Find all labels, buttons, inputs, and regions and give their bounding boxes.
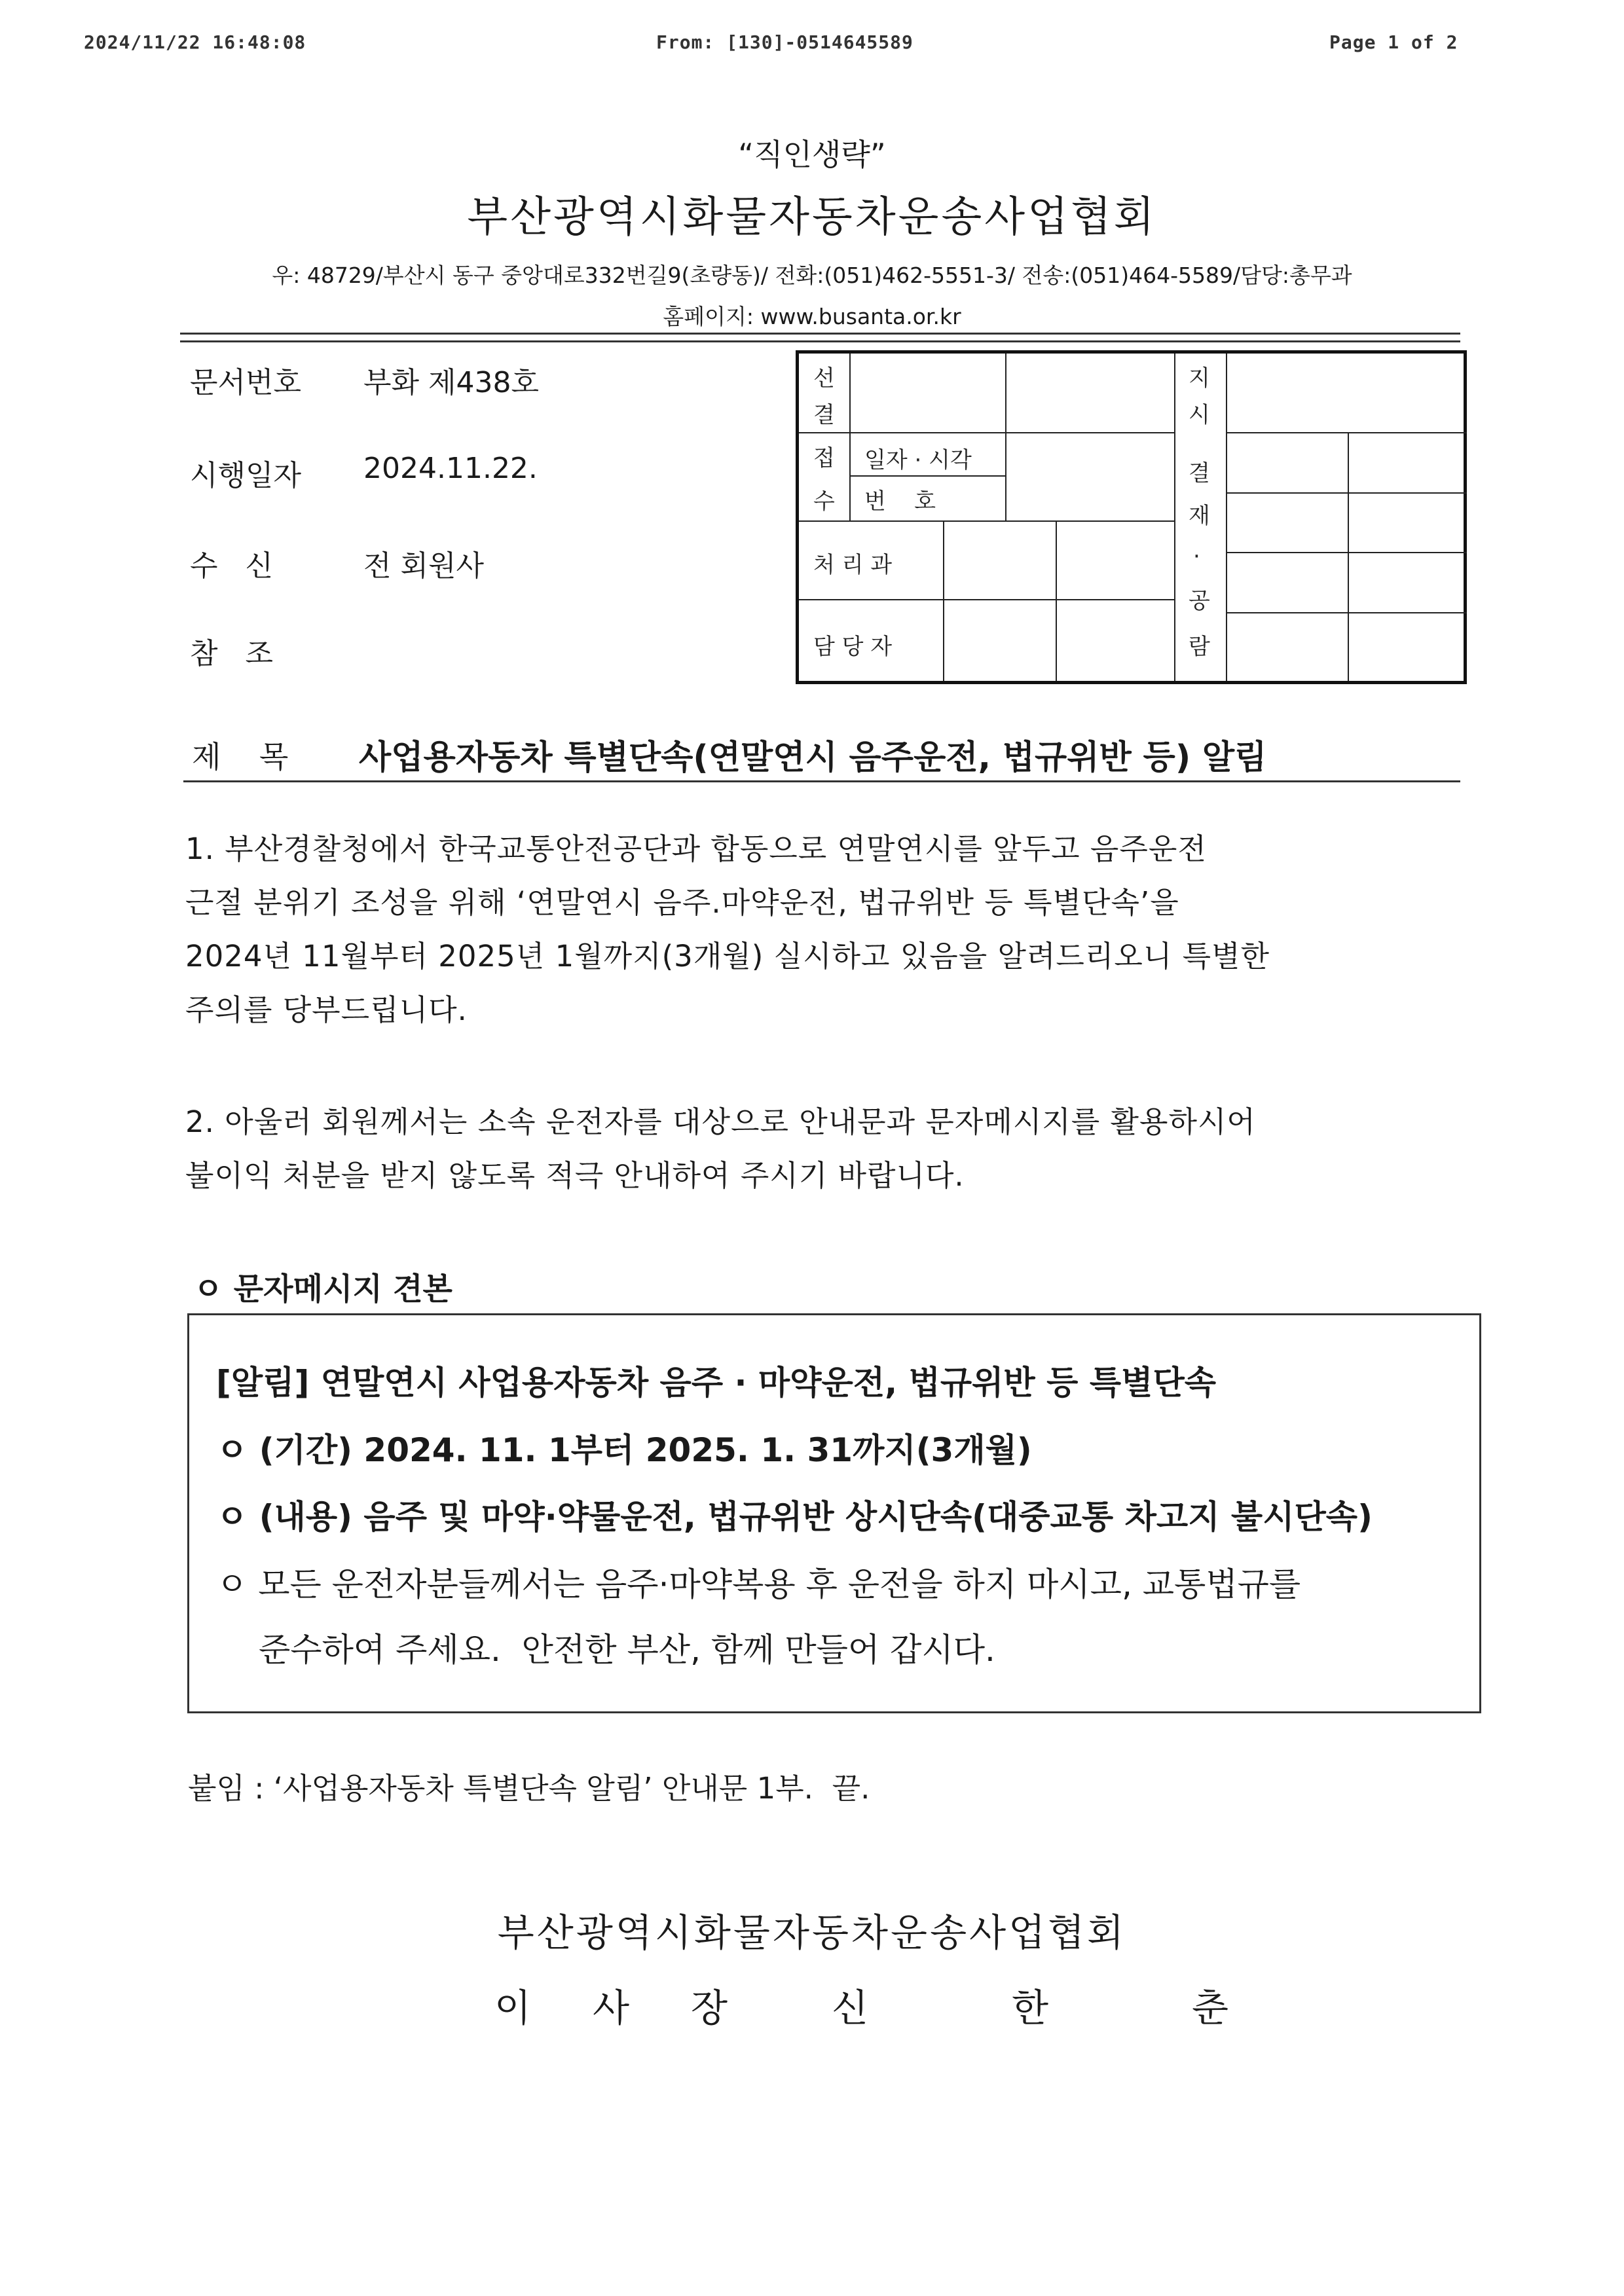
doc-number: 부화 제438호 <box>363 366 539 399</box>
approval-ji: 지 <box>1189 365 1210 392</box>
approval-seon: 선 <box>813 365 835 392</box>
organization-address: 우: 48729/부산시 동구 중앙대로332번길9(초량동)/ 전화:(051)462-5551-3/ 전송:(051)464-5589/담당:총무과 <box>272 263 1352 288</box>
paragraph-2-line-1: 2. 아울러 회원께서는 소속 운전자를 대상으로 안내문과 문자메시지를 활용하시어 <box>185 1104 1256 1139</box>
paragraph-1-line-3: 2024년 11월부터 2025년 1월까지(3개월) 실시하고 있음을 알려드리오니 특별한 <box>185 939 1270 974</box>
issue-date-label: 시행일자 <box>190 459 302 492</box>
signature-title-name <box>494 1977 1231 2032</box>
signature-organization: 부산광역시화물자동차운송사업협회 <box>497 1910 1127 1955</box>
fax-page-number: Page 1 of 2 <box>1329 31 1458 53</box>
approval-jae: 재 <box>1189 503 1210 529</box>
recipient-label: 수 신 <box>190 549 273 583</box>
paragraph-1-line-2: 근절 분위기 조성을 위해 ‘연말연시 음주.마약운전, 법규위반 등 특별단속’을 <box>185 885 1179 920</box>
paragraph-1-line-4: 주의를 당부드립니다. <box>185 993 468 1027</box>
subject-label: 제 목 <box>192 739 289 774</box>
approval-jeop: 접 <box>813 445 835 471</box>
signature-char: 장 <box>691 1986 731 2030</box>
signature-char: 춘 <box>1192 1986 1232 2030</box>
approval-person: 담 당 자 <box>813 634 893 660</box>
subject-underline <box>183 780 1460 782</box>
approval-si: 시 <box>1189 402 1210 428</box>
signature-char: 신 <box>832 1986 872 2030</box>
approval-gong: 공 <box>1189 588 1210 614</box>
sample-title: [알림] 연말연시 사업용자동차 음주 · 마약운전, 법규위반 등 특별단속 <box>216 1364 1217 1402</box>
sample-heading: ㅇ 문자메시지 견본 <box>193 1271 452 1307</box>
approval-number: 번 호 <box>864 488 936 515</box>
sample-item-period: ㅇ (기간) 2024. 11. 1부터 2025. 1. 31까지(3개월) <box>216 1431 1032 1469</box>
fax-datetime: 2024/11/22 16:48:08 <box>84 31 306 53</box>
approval-dot: · <box>1193 543 1200 570</box>
signature-char: 사 <box>593 1986 633 2030</box>
header-divider <box>180 333 1460 342</box>
organization-homepage: 홈페이지: www.busanta.or.kr <box>663 304 961 329</box>
seal-omitted-note: “직인생략” <box>738 137 886 172</box>
fax-sender: From: [130]-0514645589 <box>656 31 913 53</box>
approval-gyeol: 결 <box>813 402 835 428</box>
attachment-note: 붙임 : ‘사업용자동차 특별단속 알림’ 안내문 1부. 끝. <box>188 1771 870 1806</box>
paragraph-1-line-1: 1. 부산경찰청에서 한국교통안전공단과 합동으로 연말연시를 앞두고 음주운전 <box>185 831 1207 866</box>
issue-date: 2024.11.22. <box>363 452 538 485</box>
paragraph-2-line-2: 불이익 처분을 받지 않도록 적극 안내하여 주시기 바랍니다. <box>185 1158 965 1193</box>
approval-gyeol2: 결 <box>1189 460 1210 486</box>
recipient: 전 회원사 <box>363 549 485 583</box>
signature-char: 한 <box>1012 1986 1052 2030</box>
doc-number-label: 문서번호 <box>190 366 302 399</box>
approval-dept: 처 리 과 <box>813 552 893 578</box>
sample-item-notice-line-1: ㅇ 모든 운전자분들께서는 음주·마약복용 후 운전을 하지 마시고, 교통법규를 <box>216 1565 1301 1603</box>
approval-ram: 람 <box>1189 634 1210 660</box>
sample-item-content: ㅇ (내용) 음주 및 마약·약물운전, 법규위반 상시단속(대중교통 차고지 불시단속) <box>216 1498 1373 1536</box>
approval-su: 수 <box>813 488 835 515</box>
sample-item-notice-line-2: 준수하여 주세요. 안전한 부산, 함께 만들어 갑시다. <box>259 1631 995 1669</box>
subject-text: 사업용자동차 특별단속(연말연시 음주운전, 법규위반 등) 알림 <box>359 738 1267 777</box>
approval-date-time: 일자 · 시각 <box>864 447 972 473</box>
signature-char: 이 <box>494 1986 534 2030</box>
approval-box <box>796 350 1467 684</box>
reference-label: 참 조 <box>190 637 273 670</box>
organization-name: 부산광역시화물자동차운송사업협회 <box>467 193 1157 242</box>
